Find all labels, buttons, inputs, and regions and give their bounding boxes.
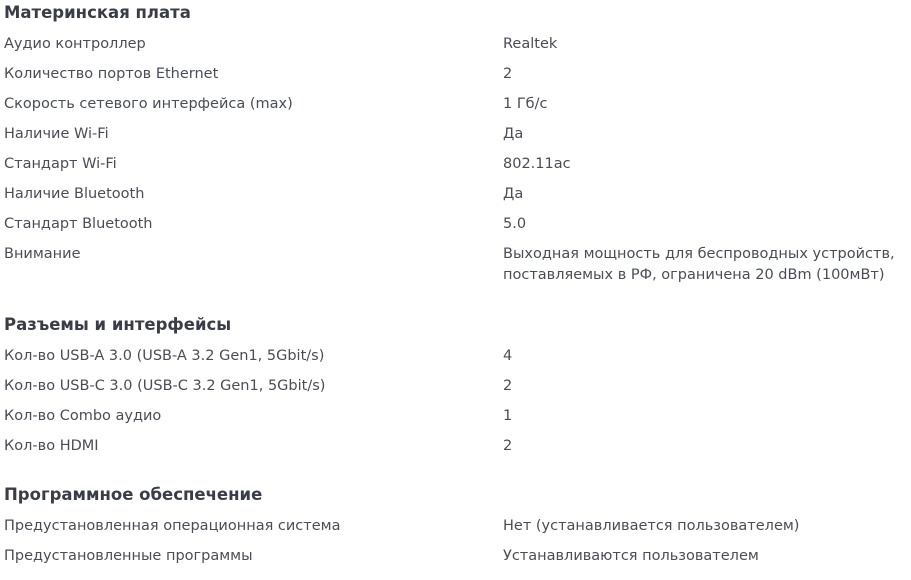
spec-label: Количество портов Ethernet: [4, 66, 219, 82]
spec-row-wifi: [4, 124, 909, 154]
spec-label: Внимание: [4, 246, 81, 262]
spec-row-bluetooth-standard: [4, 214, 909, 244]
spec-value: Выходная мощность для беспроводных устройств, поставляемых в РФ, ограничена 20 dBm (100мВт): [503, 246, 895, 283]
spec-row-preinstalled-os: [4, 516, 909, 546]
spec-value: Да: [503, 186, 524, 202]
spec-row-preinstalled-software: [4, 546, 909, 576]
spec-value: Нет (устанавливается пользователем): [503, 518, 800, 534]
spec-row-network-speed: [4, 94, 909, 124]
spec-label: Наличие Bluetooth: [4, 186, 145, 202]
spec-row-ethernet-ports: [4, 64, 909, 94]
spec-row-attention: [4, 244, 909, 296]
spec-row-audio-controller: [4, 34, 909, 64]
spec-label: Аудио контроллер: [4, 36, 146, 52]
section-software: [4, 483, 909, 576]
spec-value: 4: [503, 348, 513, 364]
spec-label: Стандарт Wi-Fi: [4, 156, 117, 172]
spec-label: Наличие Wi-Fi: [4, 126, 109, 142]
spec-list: [4, 516, 909, 576]
spec-row-bluetooth: [4, 184, 909, 214]
spec-value: Да: [503, 126, 524, 142]
spec-value: 1: [503, 408, 513, 424]
spec-label: Кол-во USB-A 3.0 (USB-A 3.2 Gen1, 5Gbit/s): [4, 348, 325, 364]
section-title: Программное обеспечение: [4, 485, 263, 504]
spec-row-usb-a: [4, 346, 909, 376]
spec-label: Кол-во HDMI: [4, 438, 99, 454]
spec-label: Предустановленные программы: [4, 548, 253, 564]
spec-value: Realtek: [503, 36, 558, 52]
section-ports-interfaces: [4, 313, 909, 466]
spec-row-wifi-standard: [4, 154, 909, 184]
spec-row-hdmi: [4, 436, 909, 466]
spec-label: Скорость сетевого интерфейса (max): [4, 96, 293, 112]
section-title: Материнская плата: [4, 3, 191, 22]
spec-value: 1 Гб/с: [503, 96, 548, 112]
section-motherboard: [4, 1, 909, 296]
spec-value: Устанавливаются пользователем: [503, 548, 759, 564]
spec-label: Предустановленная операционная система: [4, 518, 341, 534]
spec-label: Кол-во Combo аудио: [4, 408, 162, 424]
spec-label: Стандарт Bluetooth: [4, 216, 153, 232]
spec-list: [4, 346, 909, 466]
spec-label: Кол-во USB-C 3.0 (USB-C 3.2 Gen1, 5Gbit/s): [4, 378, 326, 394]
section-title: Разъемы и интерфейсы: [4, 315, 232, 334]
spec-row-combo-audio: [4, 406, 909, 436]
spec-value: 5.0: [503, 216, 527, 232]
spec-row-usb-c: [4, 376, 909, 406]
spec-list: [4, 34, 909, 296]
spec-value: 2: [503, 378, 513, 394]
spec-value: 2: [503, 66, 513, 82]
spec-value: 2: [503, 438, 513, 454]
spec-value: 802.11ac: [503, 156, 571, 172]
